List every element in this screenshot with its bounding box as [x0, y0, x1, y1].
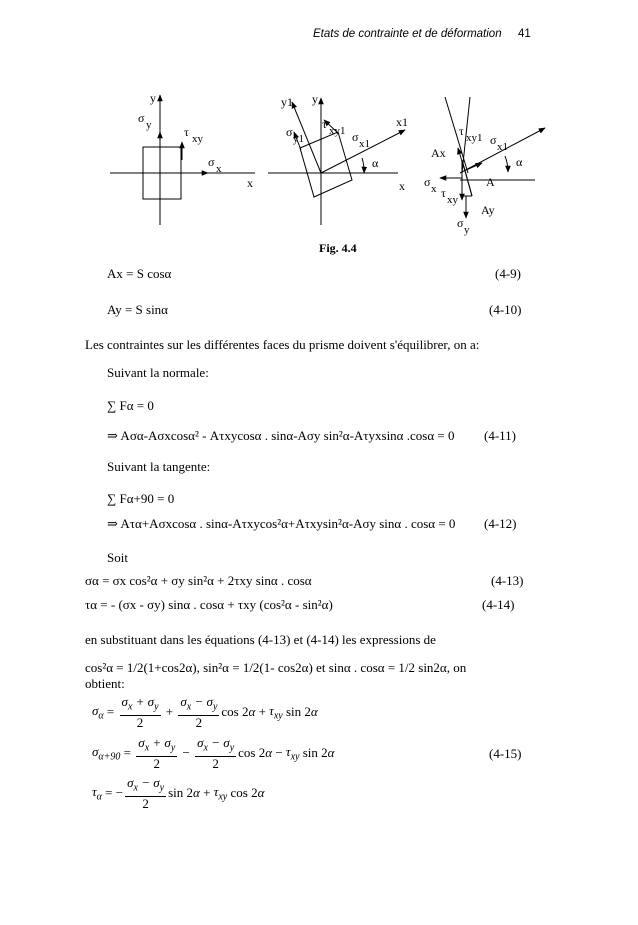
soit-label: Soit [107, 550, 128, 565]
middle-diagram [268, 92, 408, 225]
right-sigma-y-label: σ [457, 216, 464, 230]
eq-4-15-number: (4-15) [489, 746, 522, 761]
middle-tau-sub: xy1 [329, 125, 346, 137]
eq-4-11: ⇒ Aσα-Aσxcosα² - Aτxycosα . sinα-Aσy sin²α-Aτyxsinα .cosα = 0 [107, 428, 455, 443]
substitution-line: en substituant dans les équations (4-13) et (4-14) les expressions de [85, 632, 436, 647]
middle-tau-label: τ [322, 117, 327, 131]
middle-y-label: y [312, 92, 318, 106]
eq-4-12-number: (4-12) [484, 516, 517, 531]
right-alpha-arc [505, 156, 508, 172]
right-sigma-x1-sub: x1 [497, 141, 508, 153]
right-tau-xy-label: τ [441, 186, 446, 200]
intro-paragraph: Les contraintes sur les différentes faces du prisme doivent s'équilibrer, on a: [85, 337, 480, 352]
running-header-title: Etats de contrainte et de déformation [313, 28, 502, 40]
tangent-label: Suivant la tangente: [107, 459, 211, 474]
left-tau-label: τ [184, 125, 189, 139]
middle-x-label: x [399, 179, 405, 193]
right-sigma-x1-label: σ [490, 133, 497, 147]
right-diagram [424, 97, 545, 236]
eq-4-9: Ax = S cosα [107, 266, 172, 281]
eq-4-9-number: (4-9) [495, 266, 521, 281]
figure-caption: Fig. 4.4 [319, 241, 357, 255]
eq-4-14-number: (4-14) [482, 597, 515, 612]
left-sigma-y-label: σ [138, 111, 145, 125]
eq-4-10: Ay = S sinα [107, 302, 168, 317]
middle-sigma-x1-sub: x1 [359, 138, 370, 150]
middle-sigma-y1-label: σ [286, 125, 293, 139]
eq-4-14: τα = - (σx - σy) sinα . cosα + τxy (cos²α - sin²α) [85, 597, 333, 612]
right-ay-label: Ay [481, 203, 495, 217]
middle-alpha-arc [362, 158, 364, 173]
left-x-label: x [247, 176, 253, 190]
right-ax-label: Ax [431, 146, 446, 160]
left-sigma-x-sub: x [216, 163, 222, 175]
sum-f-alpha90: ∑ Fα+90 = 0 [107, 491, 175, 506]
figure-4-4 [0, 0, 638, 270]
eq-4-12: ⇒ Aτα+Aσxcosα . sinα-Aτxycos²α+Aτxysin²α-Aσy sinα . cosα = 0 [107, 516, 456, 531]
middle-x1-label: x1 [396, 115, 408, 129]
page-number: 41 [518, 28, 531, 40]
right-tau-xy1-sub: xy1 [466, 132, 483, 144]
right-sigma-x-sub: x [431, 183, 437, 195]
eq-4-10-number: (4-10) [489, 302, 522, 317]
left-y-label: y [150, 91, 156, 105]
right-a-label: A [486, 175, 495, 189]
middle-sigma-x1-label: σ [352, 130, 359, 144]
eq-4-11-number: (4-11) [484, 428, 517, 443]
right-alpha-label: α [516, 155, 523, 169]
middle-y1-label: y1 [281, 95, 293, 109]
identities-line-1: cos²α = 1/2(1+cos2α), sin²α = 1/2(1- cos2α) et sinα . cosα = 1/2 sin2α, on [85, 660, 467, 675]
right-tau-xy1-label: τ [459, 124, 464, 138]
eq-4-15-sigma-alpha90: $\sigma_{\alpha+90}$ = $\frac{\sigma_x + \sigma_y}{2}$ − $\frac{\sigma_x - \sigma_y}{2}$ cos 2 α − $\tau_{xy}$ sin 2 α [92, 735, 335, 771]
sum-f-alpha: ∑ Fα = 0 [107, 398, 154, 413]
right-normal-line [445, 97, 468, 173]
right-sigma-y-sub: y [464, 224, 470, 236]
eq-4-13: σα = σx cos²α + σy sin²α + 2τxy sinα . cosα [85, 573, 312, 588]
right-tau-xy-sub: xy [447, 194, 458, 206]
identities-line-2: obtient: [85, 676, 125, 691]
right-sigma-x-label: σ [424, 175, 431, 189]
eq-4-13-number: (4-13) [491, 573, 524, 588]
eq-4-15-sigma-alpha: $\sigma_\alpha$ = $\frac{\sigma_x + \sigma_y}{2}$ + $\frac{\sigma_x - \sigma_y}{2}$ cos 2 α + $\tau_{xy}$ sin 2 α [92, 694, 318, 730]
normal-label: Suivant la normale: [107, 365, 209, 380]
middle-sigma-y1-sub: y1 [293, 133, 304, 145]
middle-alpha-label: α [372, 156, 379, 170]
left-tau-sub: xy [192, 133, 203, 145]
eq-4-15-tau-alpha: $\tau_\alpha$ = − $\frac{\sigma_x - \sigma_y}{2}$ sin 2 α + $\tau_{xy}$ cos 2 α [92, 775, 265, 811]
left-diagram [110, 91, 255, 225]
right-sigma-x1-arrow [466, 163, 482, 170]
left-sigma-y-sub: y [146, 119, 152, 131]
left-sigma-x-label: σ [208, 155, 215, 169]
